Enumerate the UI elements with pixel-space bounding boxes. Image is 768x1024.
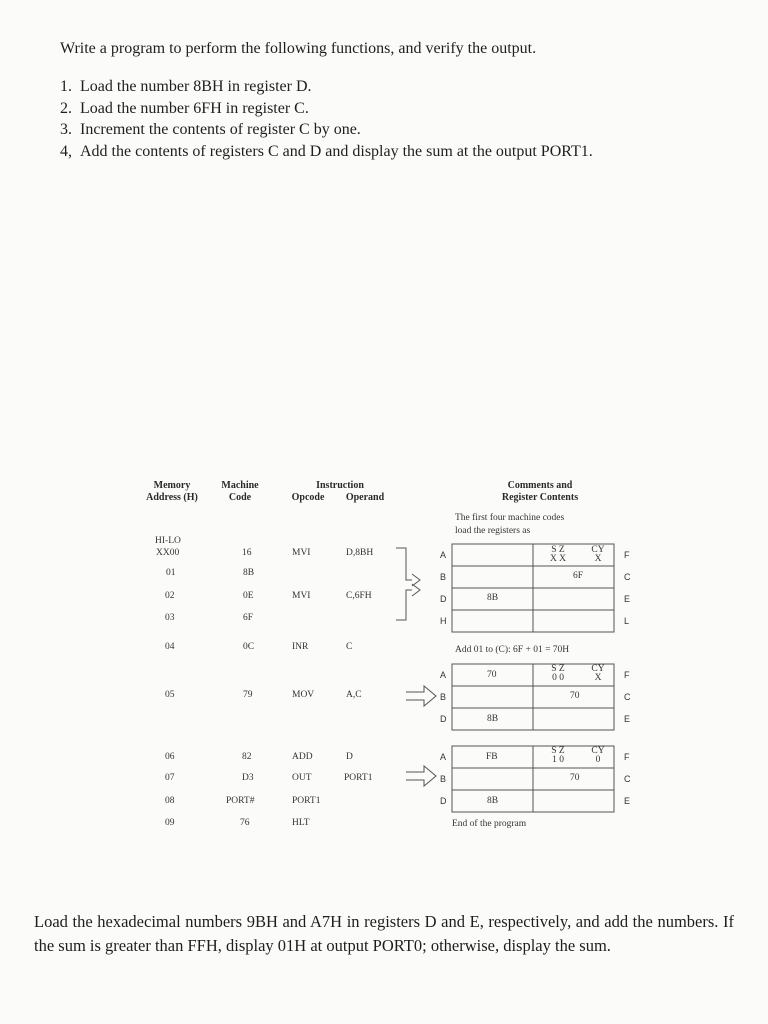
intro-text: Write a program to perform the following functions, and verify the output. bbox=[60, 40, 537, 57]
flags-sz: S Z 0 0 bbox=[551, 664, 565, 683]
header-memory-address: Memory Address (H) bbox=[146, 480, 198, 503]
reg-label-c: C bbox=[624, 774, 631, 784]
step-item: 3. Increment the contents of register C by one. bbox=[60, 121, 361, 138]
reg-label-l: L bbox=[624, 616, 630, 626]
flags-sz: S Z 1 0 bbox=[551, 746, 565, 765]
flags-cy: CY 0 bbox=[591, 746, 605, 765]
reg-label-a: A bbox=[440, 550, 447, 560]
header-instruction: Instruction bbox=[316, 480, 364, 491]
reg-label-e: E bbox=[624, 796, 631, 806]
reg-value-d: 8B bbox=[487, 714, 499, 724]
comment-end: End of the program bbox=[452, 819, 527, 829]
reg-value-d: 8B bbox=[487, 796, 499, 806]
reg-label-b: B bbox=[440, 572, 447, 582]
reg-value-a: FB bbox=[486, 752, 498, 762]
reg-label-a: A bbox=[440, 670, 447, 680]
reg-label-b: B bbox=[440, 692, 447, 702]
reg-label-h: H bbox=[440, 616, 447, 626]
header-comments: Comments and Register Contents bbox=[501, 480, 579, 503]
reg-label-c: C bbox=[624, 692, 631, 702]
reg-value-d: 8B bbox=[487, 593, 499, 603]
step-item: 4, Add the contents of registers C and D and display the sum at the output PORT1. bbox=[60, 142, 593, 160]
reg-label-e: E bbox=[624, 594, 631, 604]
reg-value-a: 70 bbox=[487, 670, 497, 680]
reg-label-d: D bbox=[440, 796, 447, 806]
reg-value-c: 70 bbox=[570, 773, 580, 783]
header-operand: Operand bbox=[345, 492, 385, 503]
reg-label-d: D bbox=[440, 714, 447, 724]
step-item: 1. Load the number 8BH in register D. bbox=[60, 78, 312, 95]
reg-label-e: E bbox=[624, 714, 631, 724]
comment-first: The first four machine codes load the registers as bbox=[455, 513, 565, 536]
reg-label-b: B bbox=[440, 774, 447, 784]
flags-cy: CY X bbox=[591, 664, 605, 683]
reg-label-f: F bbox=[624, 550, 630, 560]
step-item: 2. Load the number 6FH in register C. bbox=[60, 99, 309, 117]
reg-value-c: 70 bbox=[570, 691, 580, 701]
header-machine-code: Machine Code bbox=[221, 480, 259, 503]
header-opcode: Opcode bbox=[291, 492, 325, 503]
reg-label-d: D bbox=[440, 594, 447, 604]
reg-label-c: C bbox=[624, 572, 631, 582]
reg-value-c: 6F bbox=[573, 571, 584, 581]
flags-cy: CY X bbox=[591, 545, 605, 564]
reg-label-f: F bbox=[624, 670, 630, 680]
exercise-text: Load the hexadecimal numbers 9BH and A7H in registers D and E, respectively, and add the numbers. If the sum is greater than FFH, display 01H at output PORT0; otherwise, display the sum. bbox=[34, 912, 734, 955]
reg-label-f: F bbox=[624, 752, 630, 762]
reg-label-a: A bbox=[440, 752, 447, 762]
hilo-label: HI-LO bbox=[155, 536, 181, 546]
comment-add: Add 01 to (C): 6F + 01 = 70H bbox=[455, 645, 570, 655]
flags-sz: S Z X X bbox=[549, 545, 567, 564]
